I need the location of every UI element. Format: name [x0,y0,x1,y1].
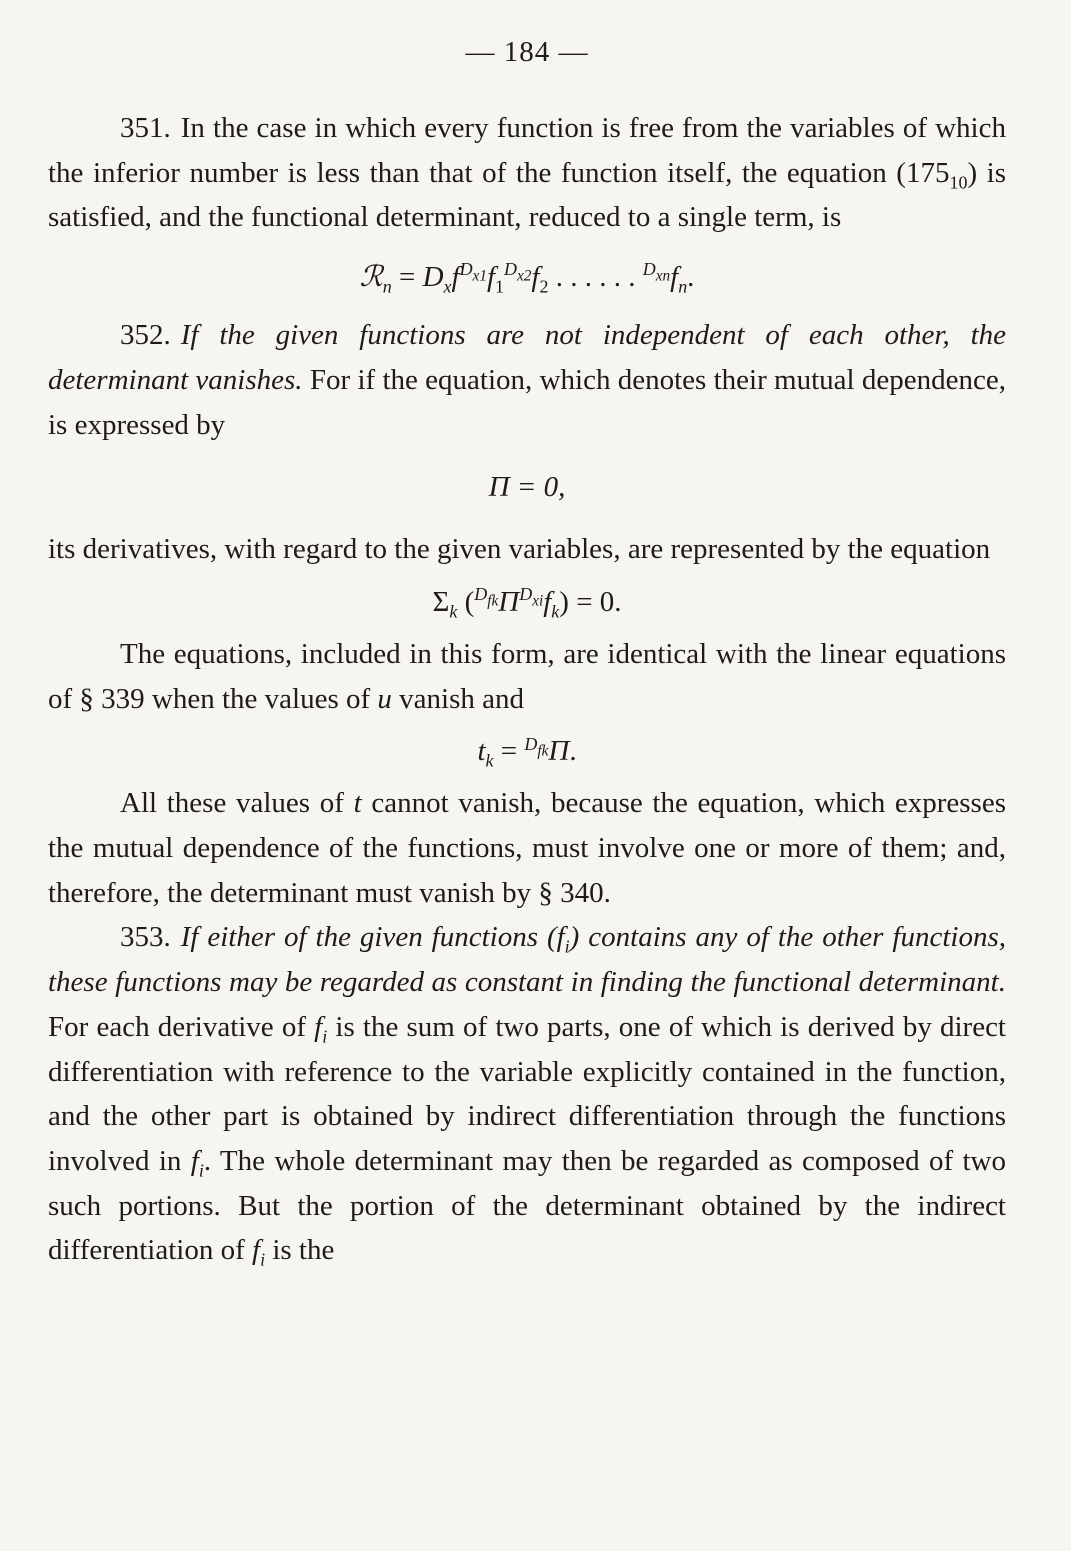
equation-t-values: $t_k = ^{D_{fk}}\Pi$. [477,733,577,771]
all-values-paragraph: All these values of t cannot vanish, because the equation, which expresses the mutual dependence of the functions, must involve one or more of them; and, therefore, the determinant must vanish by § 340. [48,787,1006,909]
section-number-352: 352. [120,319,171,352]
section-353-paragraph: 353. If either of the given functions $(f_i)$ contains any of the other functions, these functions may be regarded as constant in finding the functional determinant. For each derivative of $f_i$ is the sum of two parts, one of which is derived by direct differentiation with reference to the variable explicitly contained in the function, and the other part is obtained by indirect differentiation through the functions involved in $f_i$. The whole determinant may then be regarded as composed of two such portions. But the portion of the determinant obtained by the indirect differentiation of $f_i$ is the [48,921,1006,1270]
section-351-paragraph: 351. In the case in which every function is free from the variables of which the inferior number is less than that of the function itself, the equation $(175_{10})$ is satisfied, and the functional determinant, reduced to a single term, is [48,112,1007,234]
page-number: — 184 — [465,36,589,68]
theorem-353: If either of the given functions $(f_i)$ contains any of the other functions, these functions may be regarded as constant in finding the functional determinant. [48,921,1006,999]
section-number-351: 351. [120,112,171,144]
section-number-353: 353. [120,921,171,954]
theorem-352: If the given functions are not independent of each other, the determinant vanishes. [48,319,1006,396]
equations-paragraph: The equations, included in this form, are identical with the linear equations of § 339 when the values of u vanish and [48,637,1006,715]
equation-dependence: Π = 0, [488,471,566,504]
equation-sum-derivatives: $\Sigma_k$ $(^{D_{fk}}\Pi^{D_{xi}}f_k) = 0$. [432,584,622,622]
section-352-paragraph: 352. If the given functions are not independent of each other, the determinant vanishes. For if the equation, which denotes their mutual dependence, is expressed by [48,319,1006,441]
derivatives-paragraph: its derivatives, with regard to the given variables, are represented by the equation [48,533,991,566]
book-page [48,32,1006,1273]
equation-functional-determinant: ℛ$_n$ = $D_xf^{D_{x1}}f_1^{D_{x2}}f_2$ . . . . . . $^{D_{xn}}f_n$. [359,259,695,297]
